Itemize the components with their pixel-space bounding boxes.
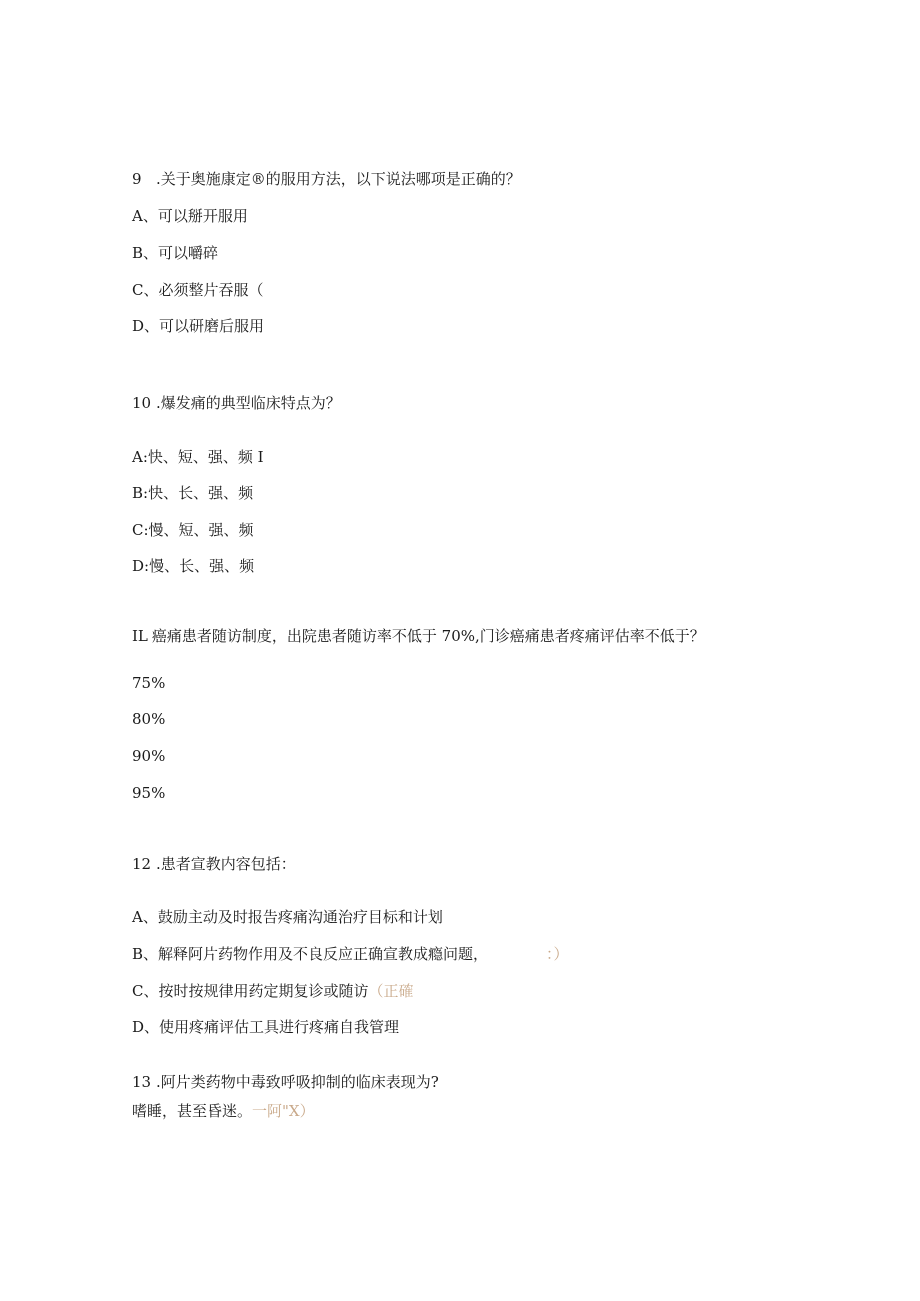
question-11-option-1: 75% (132, 674, 166, 692)
question-12-option-c (132, 981, 414, 1001)
question-text: .爆发痛的典型临床特点为？ (156, 394, 341, 412)
answer-text: 嗜睡，甚至昏迷。 (132, 1102, 253, 1120)
option-text: B、解释阿片药物作用及不良反应正确宣教成瘾问题， (132, 945, 489, 963)
question-number: 13 (132, 1073, 152, 1091)
question-11-option-3: 90% (132, 747, 166, 765)
question-text: 癌痛患者随访制度，出院患者随访率不低于 70%,门诊癌痛患者疼痛评估率不低于？ (151, 627, 705, 645)
question-9 (132, 169, 521, 189)
question-10-option-a: A:快、短、强、频 I (132, 448, 264, 466)
question-9-option-c: C、必须整片吞服（ (132, 281, 264, 299)
question-number: IL (132, 627, 148, 645)
question-12-option-b (132, 944, 569, 964)
question-11-option-2: 80% (132, 710, 166, 728)
question-11 (132, 626, 705, 646)
question-13 (132, 1072, 439, 1092)
question-9-option-a: A、可以掰开服用 (132, 207, 248, 225)
question-12-option-a: A、鼓励主动及时报告疼痛沟通治疗目标和计划 (132, 908, 443, 926)
question-number: 12 (132, 855, 152, 873)
question-10-option-c: C:慢、短、强、频 (132, 521, 254, 539)
question-13-answer (132, 1101, 315, 1121)
handwritten-mark: ：） (546, 945, 569, 963)
question-12-option-d: D、使用疼痛评估工具进行疼痛自我管理 (132, 1018, 400, 1036)
option-text: C、按时按规律用药定期复诊或随访 (132, 982, 369, 1000)
handwritten-mark: （正確 (368, 982, 414, 1000)
question-text: .关于奥施康定®的服用方法，以下说法哪项是正确的？ (156, 170, 521, 188)
question-text: .患者宣教内容包括： (156, 855, 296, 873)
question-number: 10 (132, 394, 152, 412)
handwritten-mark: 一阿"X） (252, 1102, 315, 1120)
question-number: 9 (132, 170, 142, 188)
question-10 (132, 393, 341, 413)
question-10-option-d: D:慢、长、强、频 (132, 557, 255, 575)
question-9-option-b: B、可以嚼碎 (132, 244, 219, 262)
question-11-option-4: 95% (132, 784, 166, 802)
question-10-option-b: B:快、长、强、频 (132, 484, 254, 502)
question-12 (132, 854, 296, 874)
question-9-option-d: D、可以研磨后服用 (132, 317, 265, 335)
question-text: .阿片类药物中毒致呼吸抑制的临床表现为? (156, 1073, 439, 1091)
